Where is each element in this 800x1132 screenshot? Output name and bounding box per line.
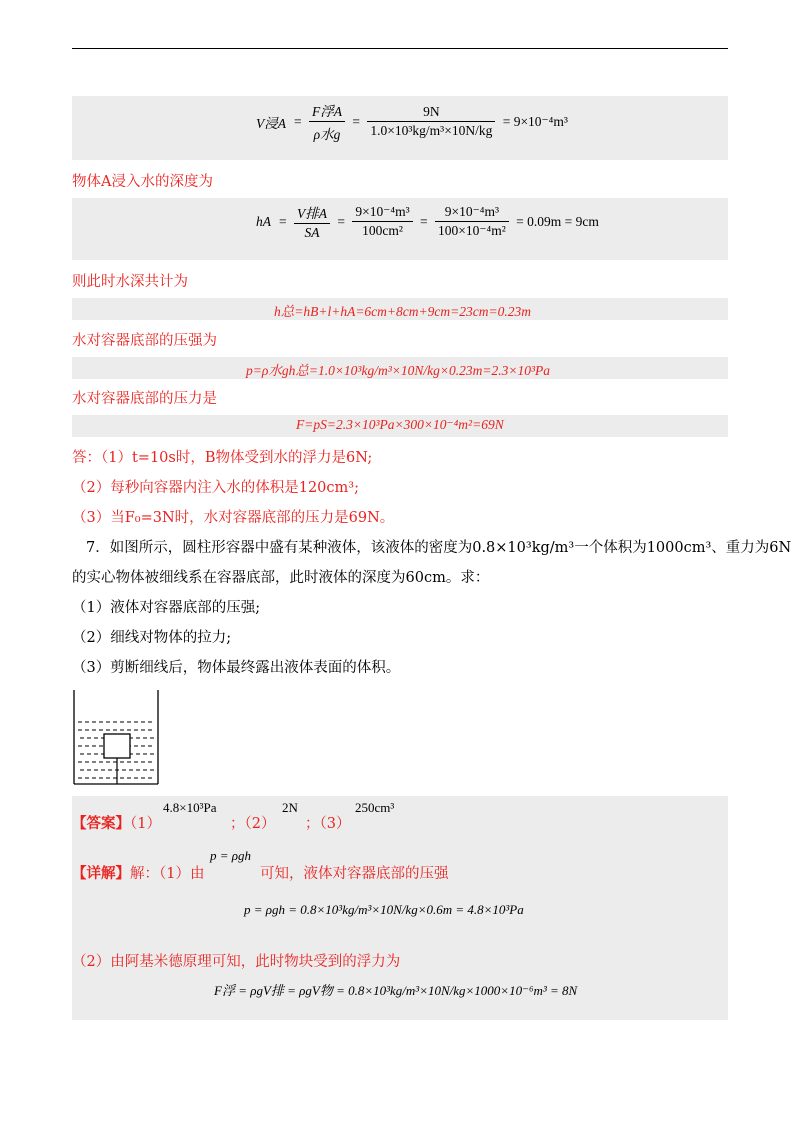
formula-volume-immersed: V浸A = $\frac{\text{F浮A}}{\text{ρ水g}}$ = $\frac{9N}{\text{1.0×10³kg/m³×10N/kg}}$ = 9×10⁻⁴m³	[252, 100, 572, 143]
formula-total-depth: h总=hB+l+hA=6cm+8cm+9cm=23cm=0.23m	[274, 304, 531, 319]
detail-text-3: （2）由阿基米德原理可知，此时物块受到的浮力为	[72, 954, 401, 970]
answer-line-3: （3）当F₀=3N时，水对容器底部的压力是69N。	[72, 510, 395, 526]
text-depth-intro: 物体A浸入水的深度为	[72, 174, 213, 190]
formula-force: F=pS=2.3×10³Pa×300×10⁻⁴m²=69N	[296, 417, 504, 432]
header-rule	[72, 48, 728, 49]
answer-value-2: 2N	[282, 800, 298, 815]
answer-line-2: （2）每秒向容器内注入水的体积是120cm³;	[72, 480, 359, 496]
formula-pressure: p=ρ水gh总=1.0×10³kg/m³×10N/kg×0.23m=2.3×10³Pa	[246, 363, 551, 378]
detail-calc-pressure: p = ρgh = 0.8×10³kg/m³×10N/kg×0.6m = 4.8×10³Pa	[244, 902, 524, 917]
question-7-stem-2: 的实心物体被细线系在容器底部，此时液体的深度为60cm。求：	[72, 570, 490, 586]
detail-row: 【详解】解：（1）由	[72, 865, 205, 882]
text-pressure-intro: 水对容器底部的压强为	[72, 333, 217, 349]
question-7-sub-1: （1）液体对容器底部的压强;	[72, 600, 261, 616]
question-7-sub-2: （2）细线对物体的拉力;	[72, 630, 232, 646]
detail-formula-inline: p = ρgh	[210, 848, 252, 863]
question-7-stem-1: 7．如图所示，圆柱形容器中盛有某种液体，该液体的密度为0.8×10³kg/m³一个体积为1000cm³、重力为6N	[86, 540, 792, 556]
answer-sep-3: ；（3）	[305, 816, 351, 832]
text-force-intro: 水对容器底部的压力是	[72, 391, 217, 407]
formula-depth-a: hA = $\frac{\text{V排A}}{SA}$ = $\frac{\text{9×10⁻⁴m³}}{\text{100cm²}}$ = $\frac{\text{9×10⁻⁴m³}}{\text{100×10⁻⁴m²}}$ = 0.09m = 9cm	[256, 204, 599, 240]
answer-value-3: 250cm³	[355, 800, 395, 815]
detail-tag: 【详解】	[72, 865, 130, 882]
detail-calc-buoyancy: F浮 = ρgV排 = ρgV物 = 0.8×10³kg/m³×10N/kg×1000×10⁻⁶m³ = 8N	[214, 983, 578, 998]
question-7-sub-3: （3）剪断细线后，物体最终露出液体表面的体积。	[72, 660, 401, 676]
answer-row: 【答案】（1）	[72, 815, 161, 832]
answer-line-1: 答：（1）t=10s时，B物体受到水的浮力是6N;	[72, 450, 373, 466]
solid-block	[104, 734, 130, 758]
answer-sep-2: ；（2）	[230, 816, 276, 832]
text-total-depth-intro: 则此时水深共计为	[72, 274, 188, 290]
answer-value-1: 4.8×10³Pa	[163, 800, 217, 815]
answer-tag: 【答案】	[72, 815, 130, 832]
container-diagram	[72, 688, 162, 788]
detail-text-2: 可知，液体对容器底部的压强	[260, 866, 449, 882]
